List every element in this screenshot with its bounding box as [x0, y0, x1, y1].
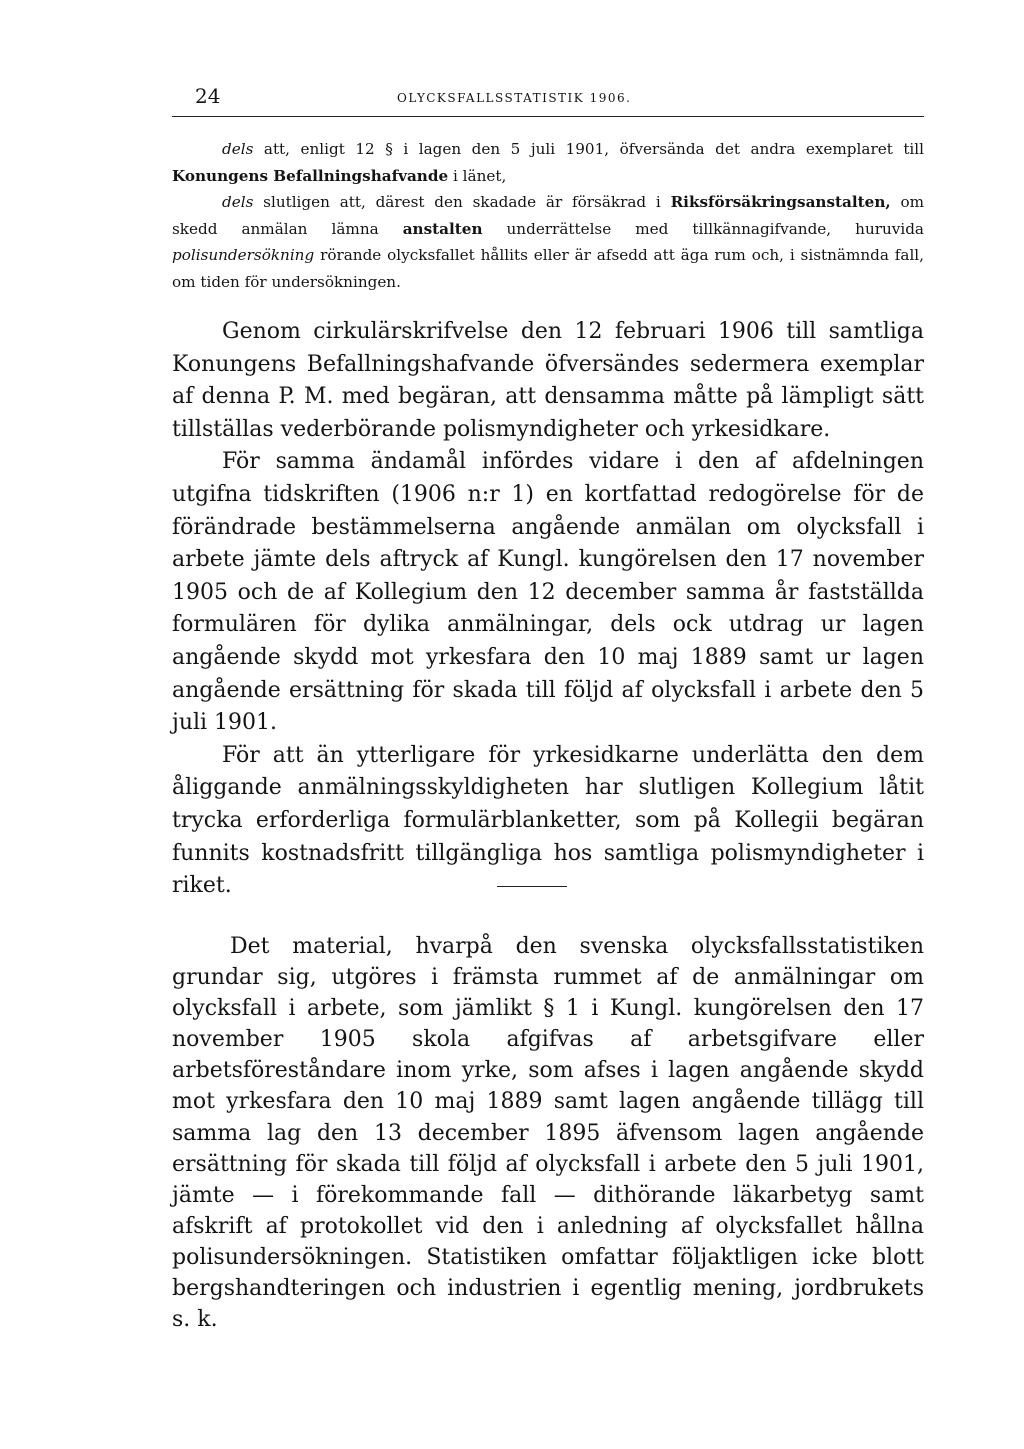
body-paragraph-4: Det material, hvarpå den svenska olycksfallsstatistiken grundar sig, utgöres i främsta rummet af de anmälningar om olycksfall i arbete, som jämlikt § 1 i Kungl. kungörelsen den 17 november 1905 skola afgifvas af arbetsgifvare eller arbetsföreståndare inom yrke, som afses i lagen angående skydd mot yrkesfara den 10 maj 1889 samt lagen angående tillägg till samma lag den 13 december 1895 äfvensom lagen angående ersättning för skada till följd af olycksfall i arbete den 5 juli 1901, jämte — i förekommande fall — dithörande läkarbetyg samt afskrift af protokollet vid den i anledning af olycksfallet hållna polisundersökningen. Statistiken omfattar följaktligen icke blott bergshandteringen och industrien i egentlig mening, jordbrukets s. k.	[172, 934, 924, 1333]
body-paragraph-3: För att än ytterligare för yrkesidkarne underlätta den dem åliggande anmälningsskyldigheten har slutligen Kollegium låtit trycka erforderliga formulärblanketter, som på Kollegii begäran funnits kostnadsfritt tillgängliga hos samtliga polismyndigheter i riket.	[172, 742, 924, 899]
bold-term: Konungens Befallningshafvande	[172, 166, 449, 185]
text: i länet,	[448, 166, 507, 185]
running-title: OLYCKSFALLSSTATISTIK 1906.	[397, 91, 632, 105]
section-separator	[497, 886, 567, 887]
body-paragraph-2: För samma ändamål infördes vidare i den af afdelningen utgifna tidskriften (1906 n:r 1) en kortfattad redogörelse för de förändrade bestämmelserna angående anmälan om olycksfall i arbete jämte dels aftryck af Kungl. kungörelsen den 17 november 1905 och de af Kollegium den 12 december samma år fastställda formulären för dylika anmälningar, dels ock utdrag ur lagen angående skydd mot yrkesfara den 10 maj 1889 samt ur lagen angående ersättning för skada till följd af olycksfall i arbete den 5 juli 1901.	[172, 449, 924, 736]
emphasis: dels	[222, 193, 254, 211]
text: rörande olycksfallet hållits eller är afsedd att äga rum och, i sistnämnda fall, om tiden för undersökningen.	[172, 246, 924, 291]
text: om skedd anmälan lämna	[172, 193, 924, 238]
text: underrättelse med tillkännagifvande, huruvida	[482, 219, 924, 238]
emphasis: dels	[222, 140, 254, 158]
material-section	[172, 931, 924, 1335]
page-header	[172, 82, 924, 112]
page-number: 24	[195, 84, 221, 108]
header-rule	[172, 116, 924, 117]
body-paragraph-1: Genom cirkulärskrifvelse den 12 februari 1906 till samtliga Konungens Befallningshafvande öfversändes sedermera exemplar af denna P. M. med begäran, att densamma måtte på lämpligt sätt tillställas vederbörande polismyndigheter och yrkesidkare.	[172, 319, 924, 442]
bold-term: anstalten	[402, 219, 483, 238]
instruction-paragraph-1	[172, 136, 924, 189]
emphasis: polisundersökning	[172, 246, 315, 264]
instruction-paragraph-2	[172, 189, 924, 295]
circular-section	[172, 316, 924, 903]
instructions-block	[172, 136, 924, 295]
bold-term: Riksförsäkringsanstalten,	[670, 193, 891, 211]
text: att, enligt 12 § i lagen den 5 juli 1901, öfversända det andra exemplaret till	[253, 140, 924, 158]
text: slutligen att, därest den skadade är försäkrad i	[253, 193, 671, 211]
